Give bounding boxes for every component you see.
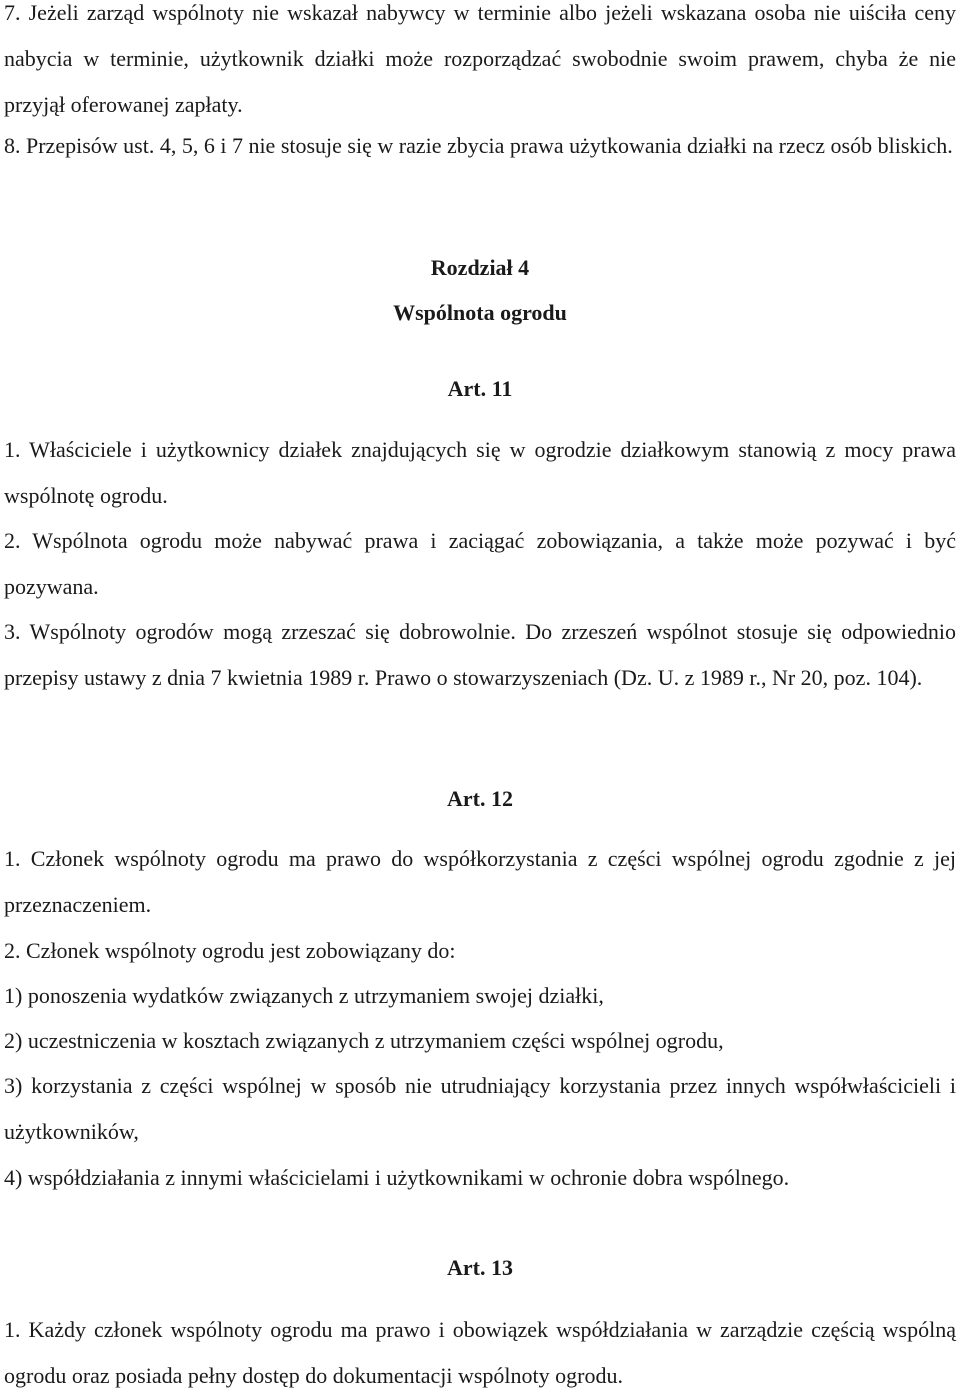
chapter-number: Rozdział 4	[430, 255, 530, 280]
list-item: 4) współdziałania z innymi właścicielami i użytkownikami w ochronie dobra wspólnego.	[4, 1165, 790, 1190]
art11-paragraph-1: 1. Właściciele i użytkownicy działek znajdujących się w ogrodzie działkowym stanowią z mocy prawa wspólnotę ogrodu.	[4, 437, 956, 508]
art11-paragraph-3: 3. Wspólnoty ogrodów mogą zrzeszać się dobrowolnie. Do zrzeszeń wspólnot stosuje się odpowiednio przepisy ustawy z dnia 7 kwietnia 1989 r. Prawo o stowarzyszeniach (Dz. U. z 1989 r., Nr 20, poz. 104).	[4, 619, 956, 690]
article-11-heading: Art. 11	[447, 376, 513, 401]
article-13-heading: Art. 13	[447, 1255, 513, 1280]
art12-paragraph-1: 1. Członek wspólnoty ogrodu ma prawo do współkorzystania z części wspólnej ogrodu zgodnie z jej przeznaczeniem.	[4, 846, 956, 917]
art11-paragraph-2: 2. Wspólnota ogrodu może nabywać prawa i zaciągać zobowiązania, a także może pozywać i być pozywana.	[4, 528, 956, 599]
list-item: 3) korzystania z części wspólnej w sposób nie utrudniający korzystania przez innych współwłaścicieli i użytkowników,	[4, 1073, 956, 1144]
art13-paragraph-1: 1. Każdy członek wspólnoty ogrodu ma prawo i obowiązek współdziałania w zarządzie częścią wspólną ogrodu oraz posiada pełny dostęp do dokumentacji wspólnoty ogrodu.	[4, 1317, 956, 1388]
list-item: 1) ponoszenia wydatków związanych z utrzymaniem swojej działki,	[4, 983, 604, 1008]
paragraph-7: 7. Jeżeli zarząd wspólnoty nie wskazał nabywcy w terminie albo jeżeli wskazana osoba nie uiściła ceny nabycia w terminie, użytkownik działki może rozporządzać swobodnie swoim prawem, chyba że nie przyjął oferowanej zapłaty.	[4, 0, 956, 117]
chapter-title: Wspólnota ogrodu	[393, 300, 567, 325]
paragraph-8: 8. Przepisów ust. 4, 5, 6 i 7 nie stosuje się w razie zbycia prawa użytkowania działki na rzecz osób bliskich.	[4, 133, 953, 158]
article-12-heading: Art. 12	[447, 786, 513, 811]
list-item: 2) uczestniczenia w kosztach związanych z utrzymaniem części wspólnej ogrodu,	[4, 1028, 724, 1053]
art12-paragraph-2: 2. Członek wspólnoty ogrodu jest zobowiązany do:	[4, 938, 456, 963]
